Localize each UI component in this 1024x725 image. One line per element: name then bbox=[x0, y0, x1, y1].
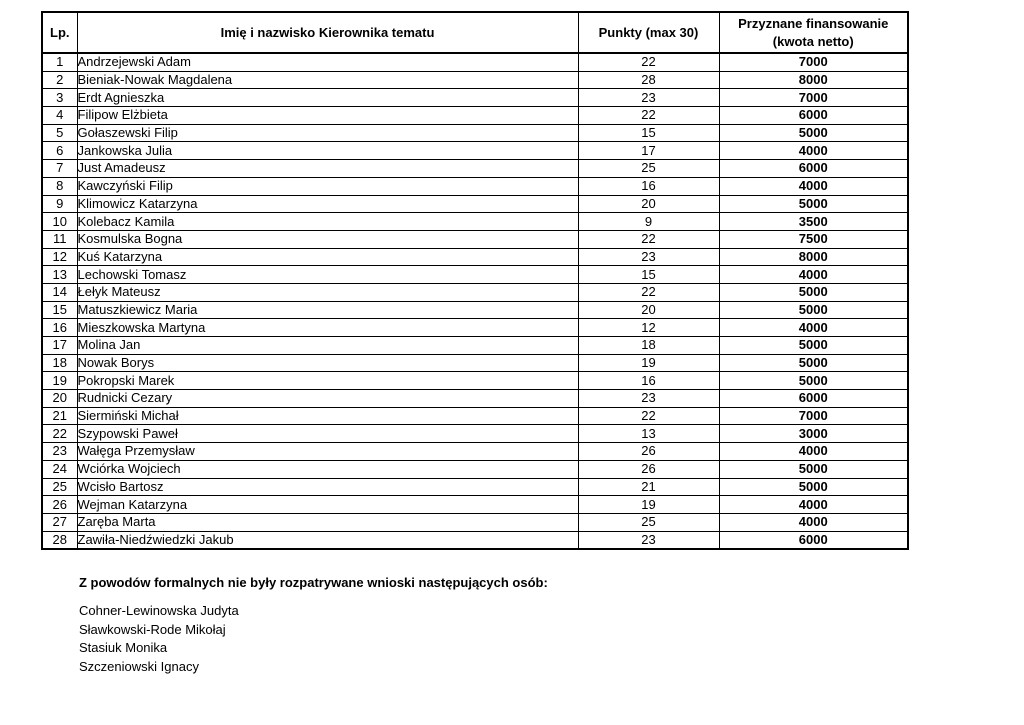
row-name: Rudnicki Cezary bbox=[77, 390, 578, 408]
row-name: Wałęga Przemysław bbox=[77, 443, 578, 461]
table-row bbox=[42, 213, 908, 231]
row-funding: 3500 bbox=[719, 213, 908, 231]
row-name: Bieniak-Nowak Magdalena bbox=[77, 71, 578, 89]
row-points: 19 bbox=[578, 354, 719, 372]
row-number: 14 bbox=[42, 283, 77, 301]
row-points: 22 bbox=[578, 230, 719, 248]
row-funding: 7000 bbox=[719, 89, 908, 107]
row-points: 22 bbox=[578, 53, 719, 71]
table-row bbox=[42, 301, 908, 319]
table-row bbox=[42, 177, 908, 195]
table-row bbox=[42, 195, 908, 213]
header-lp: Lp. bbox=[42, 12, 77, 53]
row-points: 28 bbox=[578, 71, 719, 89]
row-name: Andrzejewski Adam bbox=[77, 53, 578, 71]
row-points: 20 bbox=[578, 195, 719, 213]
row-number: 5 bbox=[42, 124, 77, 142]
table-row bbox=[42, 337, 908, 355]
formal-rejection-notice: Z powodów formalnych nie były rozpatrywane wnioski następujących osób: bbox=[79, 575, 548, 590]
row-name: Just Amadeusz bbox=[77, 160, 578, 178]
row-funding: 8000 bbox=[719, 71, 908, 89]
row-funding: 6000 bbox=[719, 390, 908, 408]
row-points: 22 bbox=[578, 283, 719, 301]
table-row bbox=[42, 89, 908, 107]
table-row bbox=[42, 478, 908, 496]
row-points: 9 bbox=[578, 213, 719, 231]
row-number: 21 bbox=[42, 407, 77, 425]
row-funding: 4000 bbox=[719, 266, 908, 284]
row-number: 24 bbox=[42, 460, 77, 478]
row-points: 12 bbox=[578, 319, 719, 337]
row-points: 18 bbox=[578, 337, 719, 355]
row-points: 26 bbox=[578, 460, 719, 478]
row-funding: 4000 bbox=[719, 142, 908, 160]
row-number: 25 bbox=[42, 478, 77, 496]
table-row bbox=[42, 390, 908, 408]
row-number: 1 bbox=[42, 53, 77, 71]
table-row bbox=[42, 372, 908, 390]
excluded-applicant: Sławkowski-Rode Mikołaj bbox=[79, 621, 226, 637]
row-number: 13 bbox=[42, 266, 77, 284]
header-points: Punkty (max 30) bbox=[578, 12, 719, 53]
row-number: 26 bbox=[42, 496, 77, 514]
excluded-applicants-list bbox=[79, 602, 239, 676]
header-funding bbox=[719, 12, 908, 53]
row-name: Zaręba Marta bbox=[77, 513, 578, 531]
row-name: Molina Jan bbox=[77, 337, 578, 355]
row-funding: 5000 bbox=[719, 354, 908, 372]
table-row bbox=[42, 319, 908, 337]
row-name: Siermiński Michał bbox=[77, 407, 578, 425]
row-points: 17 bbox=[578, 142, 719, 160]
row-funding: 5000 bbox=[719, 301, 908, 319]
row-number: 12 bbox=[42, 248, 77, 266]
row-number: 8 bbox=[42, 177, 77, 195]
row-name: Filipow Elżbieta bbox=[77, 107, 578, 125]
row-number: 18 bbox=[42, 354, 77, 372]
row-name: Mieszkowska Martyna bbox=[77, 319, 578, 337]
row-points: 21 bbox=[578, 478, 719, 496]
row-funding: 5000 bbox=[719, 283, 908, 301]
row-funding: 5000 bbox=[719, 372, 908, 390]
row-name: Szypowski Paweł bbox=[77, 425, 578, 443]
row-name: Lechowski Tomasz bbox=[77, 266, 578, 284]
row-number: 28 bbox=[42, 531, 77, 549]
row-points: 15 bbox=[578, 266, 719, 284]
table-row bbox=[42, 460, 908, 478]
row-name: Kolebacz Kamila bbox=[77, 213, 578, 231]
row-number: 17 bbox=[42, 337, 77, 355]
row-funding: 7000 bbox=[719, 53, 908, 71]
row-number: 19 bbox=[42, 372, 77, 390]
row-name: Klimowicz Katarzyna bbox=[77, 195, 578, 213]
row-points: 15 bbox=[578, 124, 719, 142]
excluded-applicant: Stasiuk Monika bbox=[79, 640, 168, 655]
results-table-container bbox=[41, 11, 907, 550]
row-points: 23 bbox=[578, 390, 719, 408]
row-number: 9 bbox=[42, 195, 77, 213]
table-header-row bbox=[42, 12, 908, 53]
row-name: Nowak Borys bbox=[77, 354, 578, 372]
row-funding: 4000 bbox=[719, 443, 908, 461]
row-points: 22 bbox=[578, 107, 719, 125]
table-row bbox=[42, 248, 908, 266]
table-row bbox=[42, 266, 908, 284]
row-funding: 5000 bbox=[719, 124, 908, 142]
header-name: Imię i nazwisko Kierownika tematu bbox=[77, 12, 578, 53]
table-row bbox=[42, 124, 908, 142]
row-points: 22 bbox=[578, 407, 719, 425]
excluded-applicant: Cohner-Lewinowska Judyta bbox=[79, 603, 239, 618]
table-row bbox=[42, 142, 908, 160]
table-row bbox=[42, 71, 908, 89]
header-funding-line1: Przyznane finansowanie bbox=[738, 15, 889, 31]
row-points: 26 bbox=[578, 443, 719, 461]
row-name: Jankowska Julia bbox=[77, 142, 578, 160]
row-funding: 4000 bbox=[719, 496, 908, 514]
row-number: 27 bbox=[42, 513, 77, 531]
row-number: 6 bbox=[42, 142, 77, 160]
row-number: 7 bbox=[42, 160, 77, 178]
row-points: 23 bbox=[578, 531, 719, 549]
row-name: Wejman Katarzyna bbox=[77, 496, 578, 514]
row-funding: 5000 bbox=[719, 460, 908, 478]
row-name: Gołaszewski Filip bbox=[77, 124, 578, 142]
row-funding: 5000 bbox=[719, 478, 908, 496]
row-number: 3 bbox=[42, 89, 77, 107]
row-number: 10 bbox=[42, 213, 77, 231]
row-funding: 4000 bbox=[719, 319, 908, 337]
row-points: 23 bbox=[578, 89, 719, 107]
row-points: 13 bbox=[578, 425, 719, 443]
table-row bbox=[42, 354, 908, 372]
row-number: 11 bbox=[42, 230, 77, 248]
table-row bbox=[42, 407, 908, 425]
row-name: Zawiła-Niedźwiedzki Jakub bbox=[77, 531, 578, 549]
row-number: 22 bbox=[42, 425, 77, 443]
row-funding: 5000 bbox=[719, 195, 908, 213]
row-funding: 6000 bbox=[798, 531, 828, 547]
table-row bbox=[42, 107, 908, 125]
row-name: Łełyk Mateusz bbox=[77, 283, 578, 301]
row-points: 23 bbox=[578, 248, 719, 266]
table-row bbox=[42, 283, 908, 301]
row-number: 23 bbox=[42, 443, 77, 461]
header-funding-line2: (kwota netto) bbox=[772, 33, 854, 49]
table-row bbox=[42, 531, 908, 549]
row-points: 16 bbox=[578, 177, 719, 195]
row-funding: 4000 bbox=[719, 513, 908, 531]
excluded-applicant: Szczeniowski Ignacy bbox=[79, 658, 199, 674]
row-funding: 5000 bbox=[719, 337, 908, 355]
row-name: Matuszkiewicz Maria bbox=[77, 301, 578, 319]
table-body bbox=[42, 53, 908, 549]
row-funding: 7000 bbox=[719, 407, 908, 425]
table-row bbox=[42, 496, 908, 514]
row-points: 16 bbox=[578, 372, 719, 390]
row-number: 16 bbox=[42, 319, 77, 337]
results-table bbox=[41, 11, 909, 550]
table-row bbox=[42, 160, 908, 178]
row-name: Erdt Agnieszka bbox=[77, 89, 578, 107]
row-points: 20 bbox=[578, 301, 719, 319]
row-points: 19 bbox=[578, 496, 719, 514]
row-funding: 7500 bbox=[719, 230, 908, 248]
table-row bbox=[42, 513, 908, 531]
row-funding: 4000 bbox=[719, 177, 908, 195]
table-row bbox=[42, 443, 908, 461]
table-row bbox=[42, 53, 908, 71]
row-number: 2 bbox=[42, 71, 77, 89]
row-name: Wciórka Wojciech bbox=[77, 460, 578, 478]
row-number: 4 bbox=[42, 107, 77, 125]
row-funding: 8000 bbox=[719, 248, 908, 266]
row-funding: 6000 bbox=[719, 107, 908, 125]
row-funding: 3000 bbox=[719, 425, 908, 443]
row-funding: 6000 bbox=[719, 160, 908, 178]
row-number: 15 bbox=[42, 301, 77, 319]
row-name: Wcisło Bartosz bbox=[77, 478, 578, 496]
row-points: 25 bbox=[578, 513, 719, 531]
row-name: Kuś Katarzyna bbox=[77, 248, 578, 266]
row-name: Kosmulska Bogna bbox=[77, 230, 578, 248]
row-number: 20 bbox=[42, 390, 77, 408]
row-name: Pokropski Marek bbox=[77, 372, 578, 390]
table-row bbox=[42, 425, 908, 443]
row-points: 25 bbox=[578, 160, 719, 178]
row-name: Kawczyński Filip bbox=[77, 177, 578, 195]
table-row bbox=[42, 230, 908, 248]
